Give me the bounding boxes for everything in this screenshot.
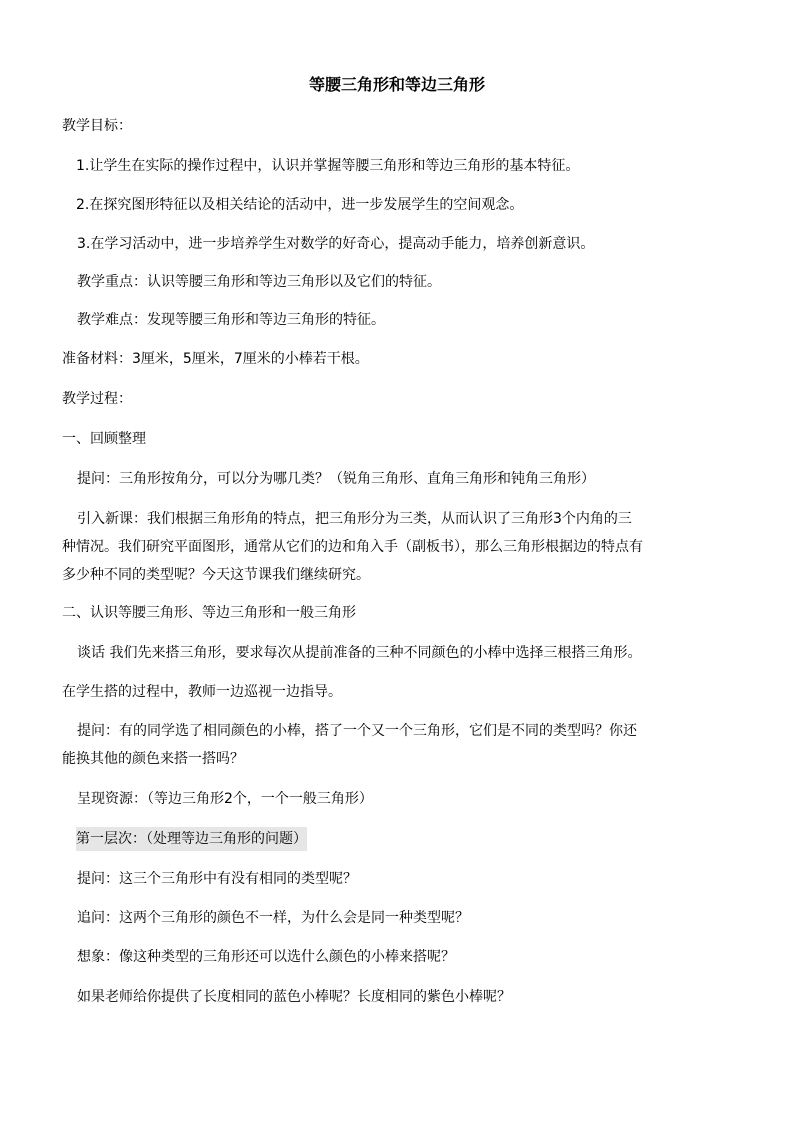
- text-line: 追问：这两个三角形的颜色不一样，为什么会是同一种类型呢？: [77, 910, 469, 926]
- text-line: 多少种不同的类型呢？今天这节课我们继续研究。: [62, 567, 370, 583]
- text-line: 二、认识等腰三角形、等边三角形和一般三角形: [62, 605, 356, 621]
- text-line: 一、回顾整理: [62, 431, 146, 447]
- text-line: 引入新课：我们根据三角形角的特点，把三角形分为三类，从而认识了三角形3个内角的三: [77, 511, 632, 527]
- text-line: 如果老师给你提供了长度相同的蓝色小棒呢？长度相同的紫色小棒呢？: [77, 989, 511, 1005]
- text-line: 在学生搭的过程中，教师一边巡视一边指导。: [62, 684, 342, 700]
- text-line: 提问：有的同学选了相同颜色的小棒，搭了一个又一个三角形，它们是不同的类型吗？你还: [77, 723, 637, 739]
- text-line: 3.在学习活动中，进一步培养学生对数学的好奇心，提高动手能力，培养创新意识。: [77, 236, 595, 252]
- text-line: 种情况。我们研究平面图形，通常从它们的边和角入手（副板书），那么三角形根据边的特点有: [62, 539, 643, 555]
- text-line: 准备材料：3厘米，5厘米，7厘米的小棒若干根。: [62, 351, 369, 367]
- text-line: 谈话 我们先来搭三角形，要求每次从提前准备的三种不同颜色的小棒中选择三根搭三角形。: [77, 645, 642, 661]
- text-line: 提问：这三个三角形中有没有相同的类型呢？: [77, 871, 357, 887]
- document-title: 等腰三角形和等边三角形: [308, 75, 485, 94]
- text-line: 教学过程：: [62, 391, 132, 407]
- text-line: 呈现资源：（等边三角形2个，一个一般三角形）: [77, 791, 373, 807]
- highlighted-text: 第一层次：（处理等边三角形的问题）: [76, 827, 307, 851]
- text-line: 2.在探究图形特征以及相关结论的活动中，进一步发展学生的空间观念。: [76, 197, 524, 213]
- text-line: 想象：像这种类型的三角形还可以选什么颜色的小棒来搭呢？: [77, 949, 455, 965]
- text-line: 教学重点：认识等腰三角形和等边三角形以及它们的特征。: [77, 274, 441, 290]
- text-line: 教学目标：: [62, 118, 132, 134]
- text-line: 教学难点：发现等腰三角形和等边三角形的特征。: [77, 312, 385, 328]
- text-line: 1.让学生在实际的操作过程中，认识并掌握等腰三角形和等边三角形的基本特征。: [76, 158, 580, 174]
- text-line: 能换其他的颜色来搭一搭吗？: [62, 751, 244, 767]
- text-line: 提问：三角形按角分，可以分为哪几类？（锐角三角形、直角三角形和钝角三角形）: [77, 471, 595, 487]
